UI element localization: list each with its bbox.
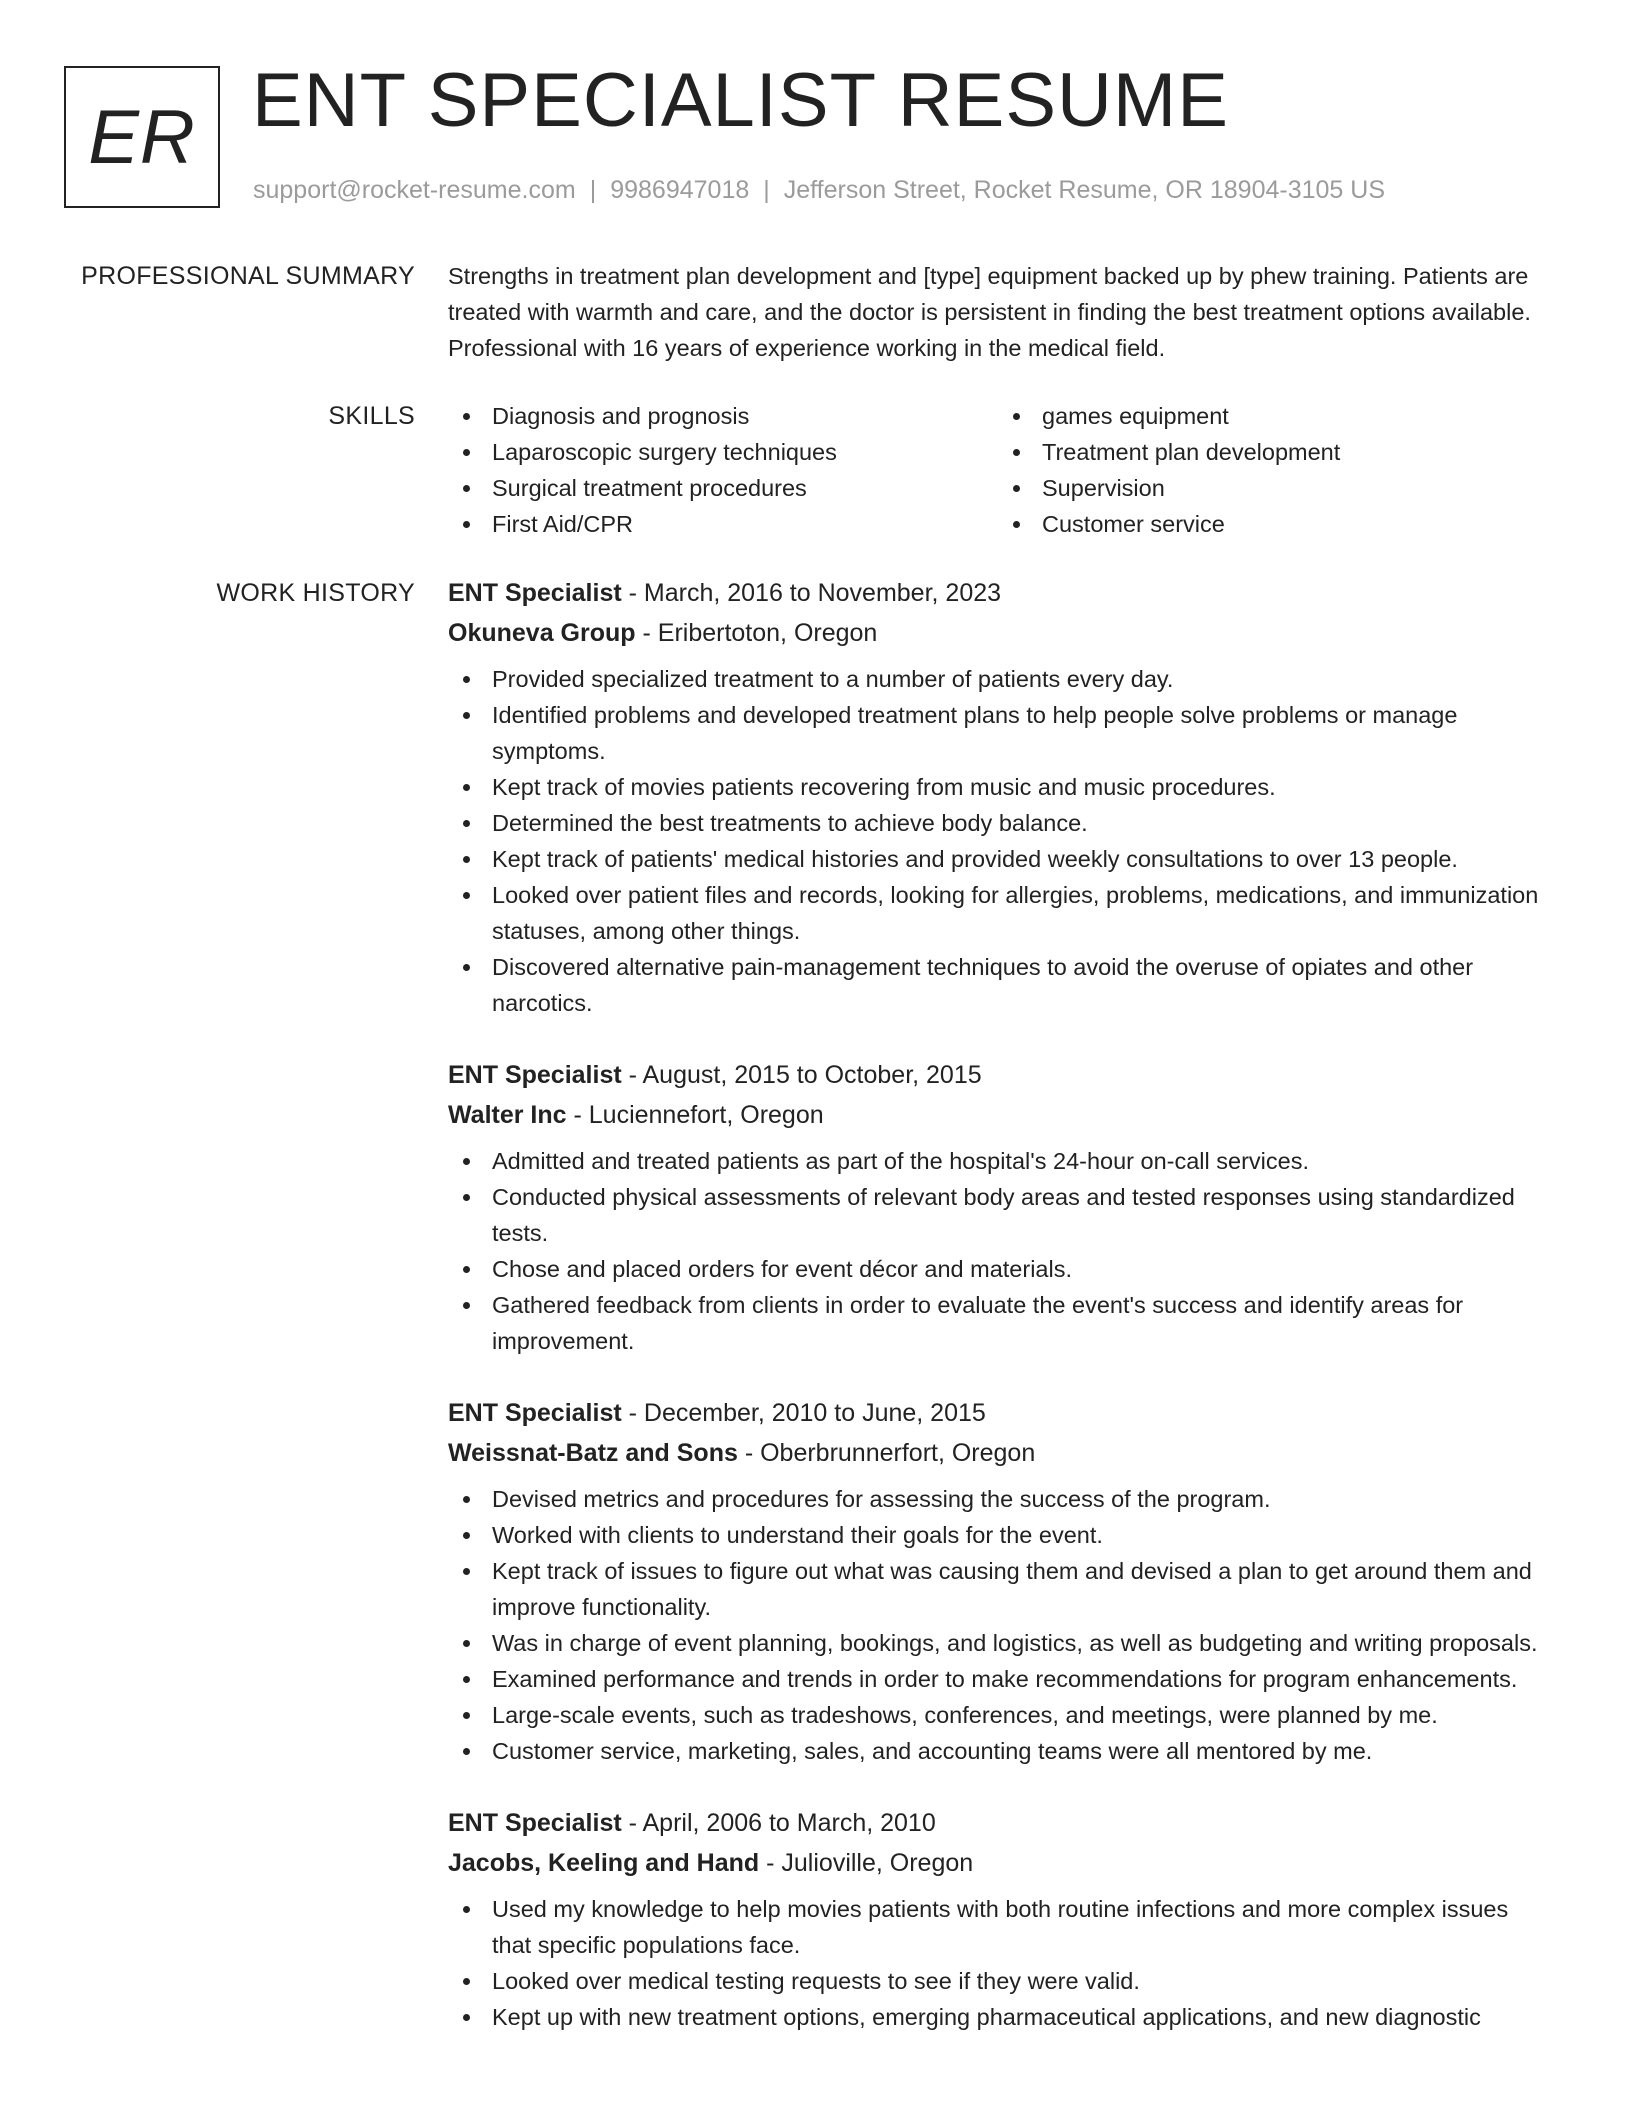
skills-label: SKILLS <box>328 402 415 430</box>
contact-separator: | <box>763 176 770 204</box>
job-title: ENT Specialist <box>448 1061 622 1089</box>
summary-label: PROFESSIONAL SUMMARY <box>81 262 415 290</box>
job-title: ENT Specialist <box>448 1809 622 1837</box>
summary-text: Strengths in treatment plan development and [type] equipment backed up by phew training. Patients are treated with warmth and care, and the doctor is persistent in finding the best treatment options available. Professional with 16 years of experience working in the medical field. <box>448 263 1531 361</box>
monogram: ER <box>64 66 220 208</box>
job-title: ENT Specialist <box>448 579 622 607</box>
skill-item: Diagnosis and prognosis <box>448 398 998 434</box>
job-entry <box>448 573 1548 1021</box>
job-title-line <box>448 1803 1548 1843</box>
job-bullet: Admitted and treated patients as part of the hospital's 24-hour on-call services. <box>448 1143 1548 1179</box>
skill-item: Laparoscopic surgery techniques <box>448 434 998 470</box>
job-bullet: Provided specialized treatment to a number of patients every day. <box>448 661 1548 697</box>
job-location: - Luciennefort, Oregon <box>566 1101 824 1129</box>
job-bullets <box>448 1481 1548 1769</box>
job-bullet: Looked over medical testing requests to see if they were valid. <box>448 1963 1548 1999</box>
job-entry <box>448 1393 1548 1769</box>
job-company: Walter Inc <box>448 1101 567 1129</box>
job-location: - Julioville, Oregon <box>759 1849 974 1877</box>
job-dates: - December, 2010 to June, 2015 <box>621 1399 986 1427</box>
contact-email: support@rocket-resume.com <box>253 176 576 204</box>
skills-body <box>448 398 1548 542</box>
job-location: - Oberbrunnerfort, Oregon <box>737 1439 1036 1467</box>
job-bullets <box>448 661 1548 1021</box>
work-history-body <box>448 573 1548 2069</box>
job-bullet: Customer service, marketing, sales, and accounting teams were all mentored by me. <box>448 1733 1548 1769</box>
job-bullet: Determined the best treatments to achieve body balance. <box>448 805 1548 841</box>
job-bullet: Discovered alternative pain-management techniques to avoid the overuse of opiates and other narcotics. <box>448 949 1548 1021</box>
job-bullet: Kept track of movies patients recovering from music and music procedures. <box>448 769 1548 805</box>
job-bullet: Identified problems and developed treatment plans to help people solve problems or manage symptoms. <box>448 697 1548 769</box>
job-company: Okuneva Group <box>448 619 636 647</box>
job-title-line <box>448 1393 1548 1433</box>
job-dates: - March, 2016 to November, 2023 <box>621 579 1002 607</box>
job-company-line <box>448 1843 1548 1883</box>
job-entry <box>448 1055 1548 1359</box>
skill-item: Customer service <box>998 506 1548 542</box>
skill-item: First Aid/CPR <box>448 506 998 542</box>
job-dates: - August, 2015 to October, 2015 <box>621 1061 982 1089</box>
job-company-line <box>448 1095 1548 1135</box>
skill-item: games equipment <box>998 398 1548 434</box>
job-bullet: Conducted physical assessments of relevant body areas and tested responses using standardized tests. <box>448 1179 1548 1251</box>
job-bullet: Kept track of patients' medical histories and provided weekly consultations to over 13 people. <box>448 841 1548 877</box>
job-bullet: Chose and placed orders for event décor and materials. <box>448 1251 1548 1287</box>
job-entry <box>448 1803 1548 2035</box>
job-bullets <box>448 1143 1548 1359</box>
skill-item: Treatment plan development <box>998 434 1548 470</box>
job-company: Jacobs, Keeling and Hand <box>448 1849 760 1877</box>
job-bullet: Worked with clients to understand their goals for the event. <box>448 1517 1548 1553</box>
job-company-line <box>448 1433 1548 1473</box>
skills-list <box>448 398 1548 542</box>
job-bullet: Was in charge of event planning, bookings, and logistics, as well as budgeting and writing proposals. <box>448 1625 1548 1661</box>
contact-phone: 9986947018 <box>610 176 750 204</box>
job-location: - Eribertoton, Oregon <box>635 619 878 647</box>
skill-item: Supervision <box>998 470 1548 506</box>
job-bullet: Kept track of issues to figure out what was causing them and devised a plan to get around them and improve functionality. <box>448 1553 1548 1625</box>
job-company-line <box>448 613 1548 653</box>
job-bullet: Looked over patient files and records, looking for allergies, problems, medications, and immunization statuses, among other things. <box>448 877 1548 949</box>
contact-separator: | <box>589 176 597 204</box>
job-bullet: Devised metrics and procedures for assessing the success of the program. <box>448 1481 1548 1517</box>
job-company: Weissnat-Batz and Sons <box>448 1439 738 1467</box>
job-title: ENT Specialist <box>448 1399 622 1427</box>
job-bullet: Used my knowledge to help movies patients with both routine infections and more complex issues that specific populations face. <box>448 1891 1548 1963</box>
contact-line <box>253 174 1385 206</box>
job-bullet: Large-scale events, such as tradeshows, conferences, and meetings, were planned by me. <box>448 1697 1548 1733</box>
summary-body <box>448 258 1548 366</box>
job-bullet: Examined performance and trends in order to make recommendations for program enhancements. <box>448 1661 1548 1697</box>
job-title-line <box>448 573 1548 613</box>
skill-item: Surgical treatment procedures <box>448 470 998 506</box>
job-dates: - April, 2006 to March, 2010 <box>621 1809 936 1837</box>
work-history-label: WORK HISTORY <box>216 579 415 607</box>
job-bullets <box>448 1891 1548 2035</box>
job-bullet: Kept up with new treatment options, emerging pharmaceutical applications, and new diagnostic <box>448 1999 1548 2035</box>
job-bullet: Gathered feedback from clients in order to evaluate the event's success and identify areas for improvement. <box>448 1287 1548 1359</box>
page-title: ENT SPECIALIST RESUME <box>252 58 1229 143</box>
job-title-line <box>448 1055 1548 1095</box>
contact-address: Jefferson Street, Rocket Resume, OR 18904-3105 US <box>783 176 1385 204</box>
